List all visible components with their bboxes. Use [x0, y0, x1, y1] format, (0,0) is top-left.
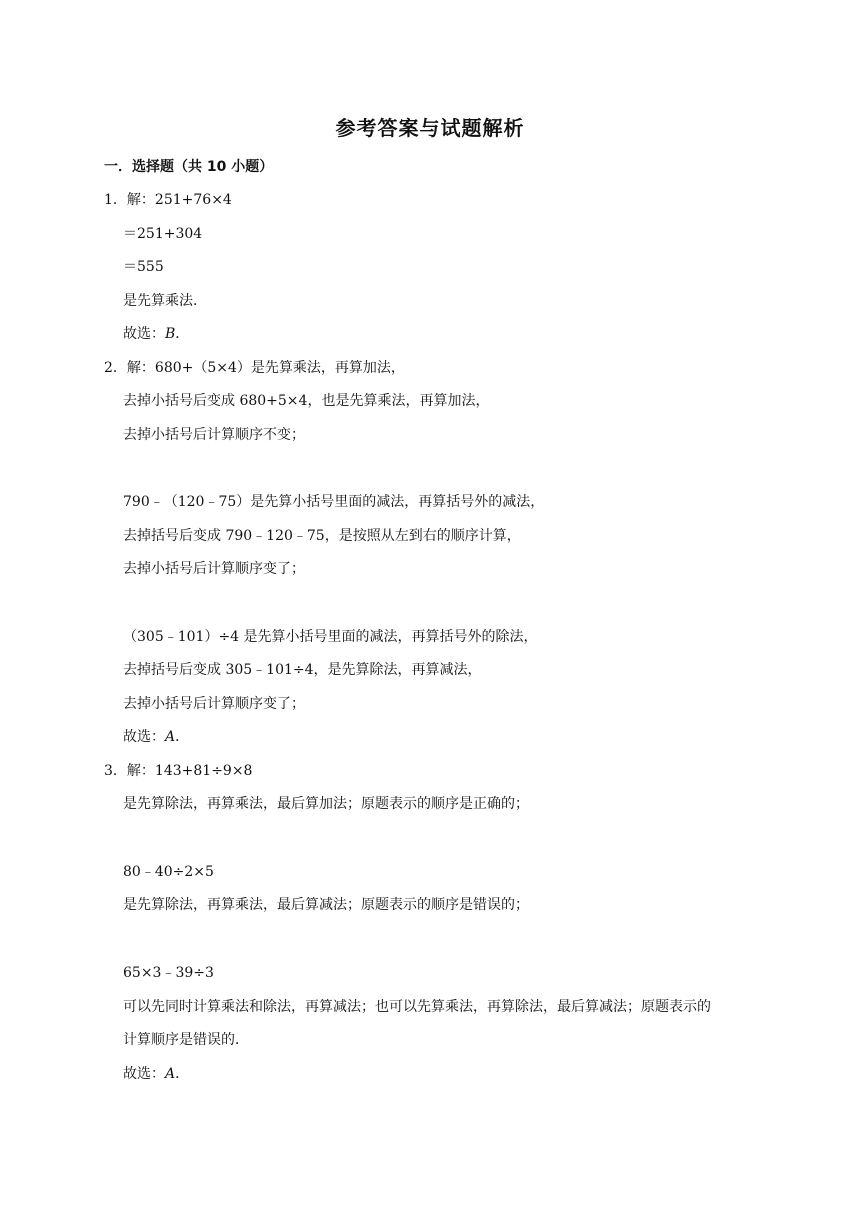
page-title: 参考答案与试题解析	[335, 116, 525, 140]
answer-letter: B	[165, 326, 176, 342]
problem-2-line-3: 去掉小括号后计算顺序不变；	[123, 427, 305, 443]
problem-1-line-1	[104, 190, 232, 210]
problem-3-line-1	[104, 761, 252, 781]
problem-3-line-7: 计算顺序是错误的．	[123, 1032, 249, 1048]
problem-2-line-1	[104, 358, 405, 378]
solution-text: 解：143+81÷9×8	[126, 763, 253, 779]
problem-2-line-5: 去掉括号后变成 790﹣120﹣75，是按照从左到右的顺序计算，	[123, 528, 521, 544]
problem-1-line-2: ＝251+304	[123, 226, 203, 242]
problem-1-answer: 故选：B．	[123, 326, 190, 342]
problem-3-line-2: 是先算除法，再算乘法，最后算加法；原题表示的顺序是正确的；	[123, 796, 529, 812]
problem-number: 2．	[104, 360, 127, 376]
problem-2-line-6: 去掉小括号后计算顺序变了；	[123, 561, 305, 577]
problem-number: 1．	[104, 192, 127, 208]
problem-1-line-4: 是先算乘法．	[123, 293, 207, 309]
problem-2-line-8: 去掉括号后变成 305﹣101÷4，是先算除法，再算减法，	[123, 662, 482, 678]
problem-3-line-5: 65×3﹣39÷3	[123, 965, 214, 981]
problem-3-answer: 故选：A．	[123, 1066, 190, 1082]
problem-2-line-9: 去掉小括号后计算顺序变了；	[123, 696, 305, 712]
problem-1-line-3: ＝555	[123, 259, 164, 275]
problem-3-line-4: 是先算除法，再算乘法，最后算减法；原题表示的顺序是错误的；	[123, 897, 529, 913]
problem-2-answer: 故选：A．	[123, 729, 190, 745]
solution-text: 解：680+（5×4）是先算乘法，再算加法，	[126, 360, 405, 376]
problem-3-line-3: 80﹣40÷2×5	[123, 864, 214, 880]
section-heading: 一．选择题（共 10 小题）	[104, 159, 274, 175]
problem-2-line-4: 790﹣（120﹣75）是先算小括号里面的减法，再算括号外的减法，	[123, 494, 545, 510]
problem-3-line-6: 可以先同时计算乘法和除法，再算减法；也可以先算乘法，再算除法，最后算减法；原题表示的	[123, 999, 711, 1015]
problem-2-line-7: （305﹣101）÷4 是先算小括号里面的减法，再算括号外的除法，	[123, 629, 538, 645]
problem-2-line-2: 去掉小括号后变成 680+5×4，也是先算乘法，再算加法，	[123, 393, 490, 409]
problem-number: 3．	[104, 763, 127, 779]
answer-letter: A	[165, 1066, 176, 1082]
solution-text: 解：251+76×4	[126, 192, 232, 208]
answer-letter: A	[165, 729, 176, 745]
